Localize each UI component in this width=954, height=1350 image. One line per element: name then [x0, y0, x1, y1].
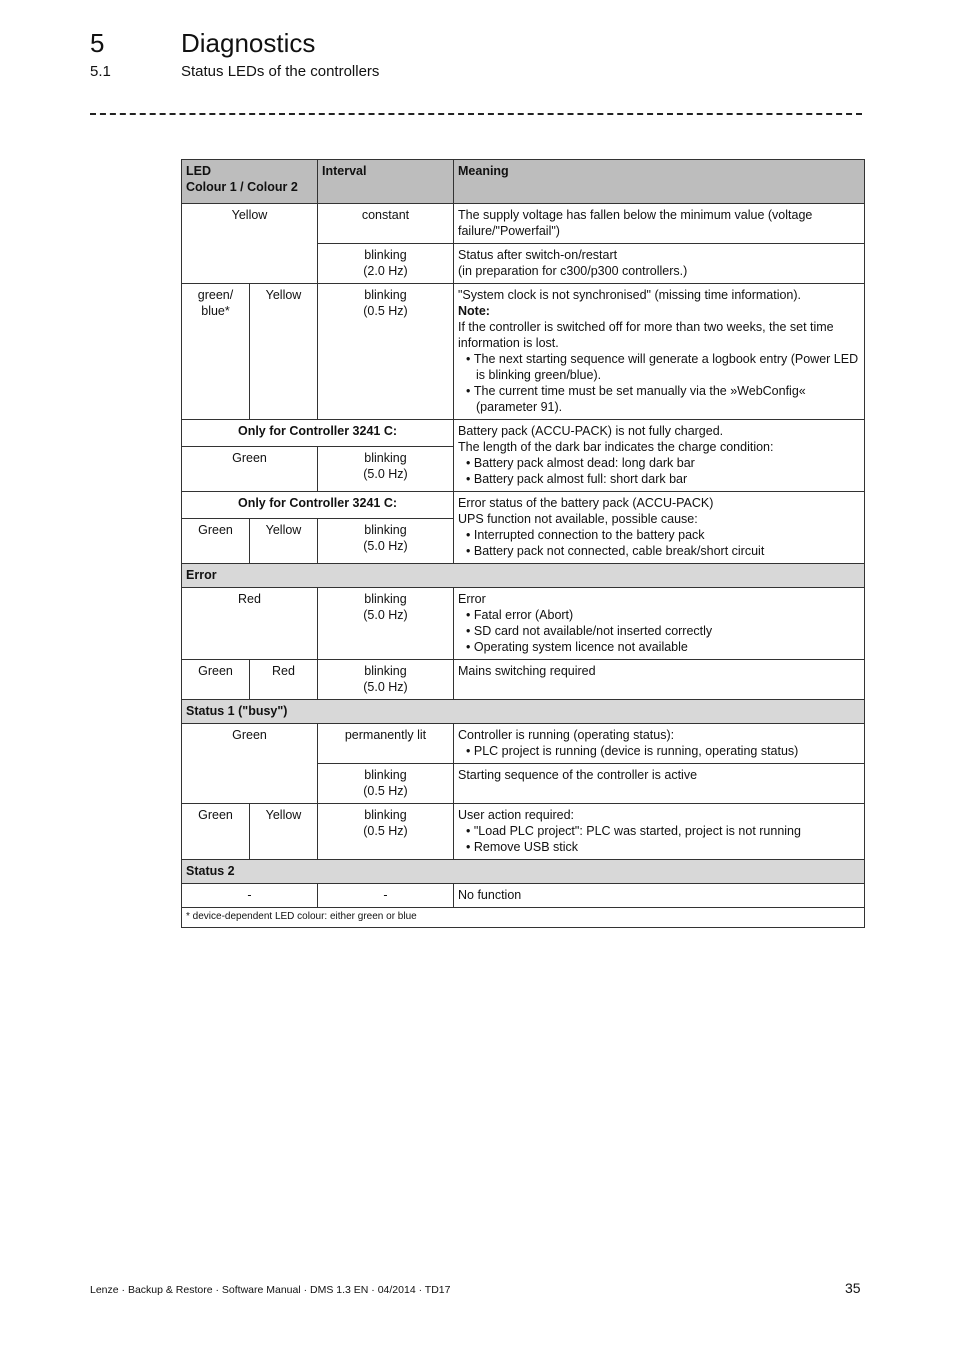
meaning-cell: Status after switch-on/restart (in preparation for c300/p300 controllers.)	[454, 244, 865, 284]
table-row	[182, 804, 865, 860]
list-item: • Battery pack almost full: short dark bar	[458, 471, 860, 487]
note-label: Note:	[458, 304, 490, 318]
section-number: 5.1	[90, 63, 111, 80]
bullet-list	[458, 607, 860, 655]
led-colour-1: Green	[182, 804, 250, 860]
bullet-list	[458, 823, 860, 855]
page-number: 35	[845, 1280, 861, 1296]
status-led-table	[181, 159, 865, 928]
table-row	[182, 492, 865, 519]
led-colour: Red	[182, 588, 318, 660]
led-colour-2: Red	[250, 660, 318, 700]
table-row	[182, 420, 865, 447]
led-colour-1: Green	[182, 660, 250, 700]
interval-cell: blinking (5.0 Hz)	[318, 519, 454, 564]
chapter-title: Diagnostics	[181, 28, 316, 58]
bullet-list	[458, 455, 860, 487]
list-item: • Operating system licence not available	[458, 639, 860, 655]
bullet-list	[458, 351, 860, 415]
section-row-status2	[182, 860, 865, 884]
table-footnote: * device-dependent LED colour: either green or blue	[182, 908, 865, 928]
list-item: • The next starting sequence will generate a logbook entry (Power LED is blinking green/blue).	[458, 351, 860, 383]
table-row	[182, 204, 865, 244]
led-colour-1: green/ blue*	[182, 284, 250, 420]
led-colour-1: Green	[182, 519, 250, 564]
meaning-cell: Battery pack (ACCU-PACK) is not fully charged. The length of the dark bar indicates the charge condition: • Battery pack almost dead: long dark bar • Battery pack almost full: short dark bar	[454, 420, 865, 492]
list-item: • Remove USB stick	[458, 839, 860, 855]
interval-cell: -	[318, 884, 454, 908]
table-header-row	[182, 160, 865, 204]
interval-cell: blinking (5.0 Hz)	[318, 660, 454, 700]
led-colour: Yellow	[182, 204, 318, 284]
footnote-row	[182, 908, 865, 928]
interval-cell: blinking (2.0 Hz)	[318, 244, 454, 284]
led-colour: Green	[182, 447, 318, 492]
section-title: Status 2	[182, 860, 865, 884]
led-colour-2: Yellow	[250, 519, 318, 564]
led-colour: Green	[182, 724, 318, 804]
interval-cell: blinking (0.5 Hz)	[318, 284, 454, 420]
interval-cell: blinking (5.0 Hz)	[318, 588, 454, 660]
meaning-cell: Controller is running (operating status): • PLC project is running (device is running, operating status)	[454, 724, 865, 764]
header-divider	[90, 113, 862, 115]
table-row	[182, 588, 865, 660]
table-row	[182, 724, 865, 764]
controller-note: Only for Controller 3241 C:	[182, 420, 454, 447]
led-colour: -	[182, 884, 318, 908]
list-item: • Interrupted connection to the battery pack	[458, 527, 860, 543]
list-item: • PLC project is running (device is running, operating status)	[458, 743, 860, 759]
meaning-cell: The supply voltage has fallen below the minimum value (voltage failure/"Powerfail")	[454, 204, 865, 244]
list-item: • "Load PLC project": PLC was started, project is not running	[458, 823, 860, 839]
interval-cell: constant	[318, 204, 454, 244]
interval-cell: blinking (0.5 Hz)	[318, 804, 454, 860]
table-row	[182, 284, 865, 420]
interval-cell: blinking (5.0 Hz)	[318, 447, 454, 492]
led-colour-2: Yellow	[250, 804, 318, 860]
meaning-cell: Error • Fatal error (Abort) • SD card not available/not inserted correctly • Operating system licence not available	[454, 588, 865, 660]
list-item: • SD card not available/not inserted correctly	[458, 623, 860, 639]
section-row-error	[182, 564, 865, 588]
meaning-cell: Starting sequence of the controller is active	[454, 764, 865, 804]
meaning-cell: Mains switching required	[454, 660, 865, 700]
table-row	[182, 660, 865, 700]
meaning-cell: No function	[454, 884, 865, 908]
header-interval: Interval	[318, 160, 454, 204]
section-title: Error	[182, 564, 865, 588]
chapter-number: 5	[90, 28, 105, 58]
list-item: • Battery pack almost dead: long dark bar	[458, 455, 860, 471]
meaning-cell: "System clock is not synchronised" (missing time information). Note: If the controller is switched off for more than two weeks, the set time information is lost. • The next starting sequence will generate a logbook entry (Power LED is blinking green/blue). • The current time must be set manually via the »WebConfig« (parameter 91).	[454, 284, 865, 420]
meaning-cell: Error status of the battery pack (ACCU-PACK) UPS function not available, possible cause: • Interrupted connection to the battery pack • Battery pack not connected, cable break/short circuit	[454, 492, 865, 564]
list-item: • Fatal error (Abort)	[458, 607, 860, 623]
bullet-list	[458, 743, 860, 759]
header-meaning: Meaning	[454, 160, 865, 204]
footer-document-info: Lenze · Backup & Restore · Software Manual · DMS 1.3 EN · 04/2014 · TD17	[90, 1284, 451, 1296]
interval-cell: permanently lit	[318, 724, 454, 764]
section-title: Status 1 ("busy")	[182, 700, 865, 724]
section-row-status1	[182, 700, 865, 724]
section-title: Status LEDs of the controllers	[181, 63, 380, 80]
bullet-list	[458, 527, 860, 559]
controller-note: Only for Controller 3241 C:	[182, 492, 454, 519]
table-row	[182, 884, 865, 908]
meaning-cell: User action required: • "Load PLC project": PLC was started, project is not running • Remove USB stick	[454, 804, 865, 860]
led-colour-2: Yellow	[250, 284, 318, 420]
interval-cell: blinking (0.5 Hz)	[318, 764, 454, 804]
list-item: • Battery pack not connected, cable break/short circuit	[458, 543, 860, 559]
header-led: LED Colour 1 / Colour 2	[182, 160, 318, 204]
list-item: • The current time must be set manually via the »WebConfig« (parameter 91).	[458, 383, 860, 415]
